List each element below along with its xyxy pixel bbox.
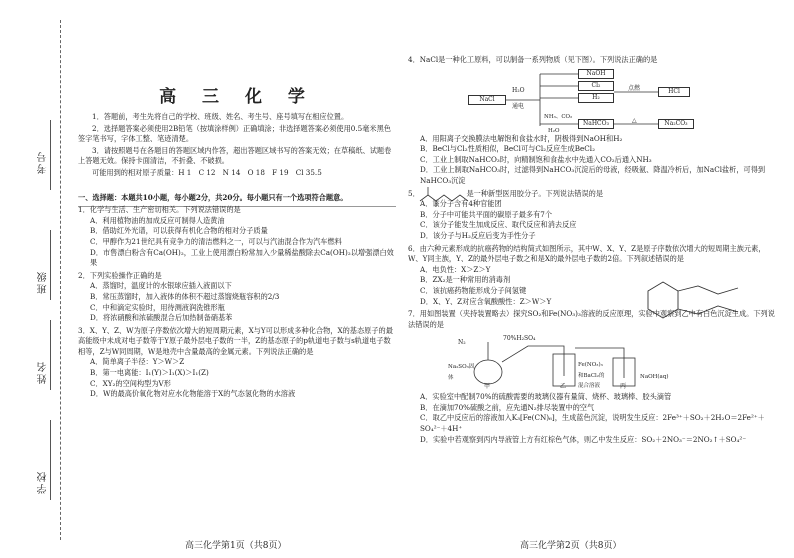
h2o-label-2: H₂O [548, 127, 560, 134]
left-column [78, 112, 396, 400]
question-stem: 2．下列实验操作正确的是 [78, 270, 162, 280]
option-c: C．中和滴定实验时，用待测液润洗锥形瓶 [90, 302, 225, 312]
option-d: D．X、Y、Z对应含氧酸酸性：Z＞W＞Y [420, 296, 552, 306]
flask-yi: 乙 [560, 383, 567, 391]
option-c: C．工业上制取NaHCO₃时，向精制饱和食盐水中先通入CO₂后通入NH₃ [420, 154, 652, 164]
school-label: 学校 [38, 470, 49, 494]
question-5 [408, 189, 780, 242]
footer-right: 高三化学第2页（共8页） [520, 541, 622, 551]
nacl-box: NaCl [468, 95, 506, 105]
h2-box: H₂ [578, 93, 614, 103]
class-label: 班级 [38, 270, 49, 294]
naoh-label: NaOH(aq) [640, 374, 669, 381]
option-b: B．常压蒸馏时，加入液体的体积不超过蒸馏烧瓶容积的2/3 [90, 291, 280, 301]
question-4 [408, 55, 780, 187]
h2o-label: H₂O [512, 86, 525, 94]
option-a: A．利用植物油的加成反应可制得人造黄油 [90, 215, 225, 225]
option-a: A．蒸馏时，温度计的水银球应插入液面以下 [90, 281, 232, 291]
n2-label: N₂ [458, 339, 466, 347]
ignite-label: 点燃 [628, 84, 641, 92]
note-3: 3．请按照题号在各题目的答题区域内作答，超出答题区域书写的答案无效；在草稿纸、试题卷上答题无效。保持卡面清洁，不折叠、不破损。 [78, 145, 392, 166]
option-a: A．简单离子半径：Y＞W＞Z [90, 357, 185, 367]
instructions [78, 112, 396, 179]
option-a: A．用阳离子交换膜法电解饱和食盐水时，阴极得到NaOH和H₂ [420, 133, 623, 143]
school-line [50, 420, 51, 500]
option-a: A．电负性：X＞Z＞Y [420, 264, 491, 274]
name-line [50, 320, 51, 390]
medical-glue-structure [418, 185, 478, 207]
option-b: B．分子中可能共平面的碳原子最多有7个 [420, 209, 553, 219]
option-b: B．第一电离能：I₁(Y)＞I₁(X)＞I₁(Z) [90, 368, 209, 378]
page-title: 高 三 化 学 [159, 87, 315, 107]
option-d: D．W的最高价氧化物对应水化物能溶于X的气态氢化物的水溶液 [90, 389, 296, 399]
option-c: C．该抗癌药物能形成分子间氢键 [420, 285, 527, 295]
option-d: D．实验中若观察到丙内导液管上方有红棕色气体，则乙中发生反应：SO₂＋2NO₃⁻＝2NO₂↑＋SO₄²⁻ [420, 434, 747, 444]
option-d: D．该分子与H₂反应后变为手性分子 [420, 230, 536, 240]
na2so3-label: Na₂SO₃固体 [448, 364, 475, 381]
right-column [408, 55, 780, 445]
option-c: C．甲醇作为21世纪具有竞争力的清洁燃料之一，可以与汽油混合作为汽车燃料 [90, 236, 342, 246]
question-stem: 1．化学与生活、生产密切相关。下列说法错误的是 [78, 205, 241, 215]
hcl-box: HCl [658, 87, 690, 97]
binding-margin [0, 0, 70, 558]
option-c: C．XY₂的空间构型为V形 [90, 378, 171, 388]
exam-no-label: 考号 [38, 150, 49, 174]
na2co3-box: Na₂CO₃ [658, 119, 694, 129]
question-stem: 7．用如图装置（夹持装置略去）探究SO₂和Fe(NO₃)₃溶液的反应原理，实验中观察到乙中有白色沉淀生成。下列说法错误的是 [408, 309, 775, 329]
naoh-box: NaOH [578, 69, 614, 79]
note-1: 1．答题前，考生先将自己的学校、班级、姓名、考生号、座号填写在相应位置。 [92, 112, 349, 121]
anticancer-drug-structure [638, 270, 768, 332]
question-stem: 5． 是一种新型医用胶分子。下列说法错误的是 [408, 188, 604, 198]
option-a: A．该分子含有4种官能团 [420, 199, 502, 209]
footer-left: 高三化学第1页（共8页） [185, 541, 287, 551]
flask-bing: 丙 [620, 383, 627, 391]
option-d: D．工业上制取NaHCO₃时，过滤得到NaHCO₃沉淀后的母液，经吸氨、降温冷析后，加NaCl盐析，可得到NaHCO₃沉淀 [420, 165, 766, 185]
heat-label: △ [632, 116, 637, 124]
name-label: 姓名 [38, 360, 49, 384]
option-b: B．在滴加70%硫酸之前，应先通N₂排尽装置中的空气 [420, 402, 595, 412]
nahco3-box: NaHCO₃ [578, 119, 614, 129]
option-b: B．ZX₂是一种常用的消毒剂 [420, 275, 511, 285]
question-stem: 3．X、Y、Z、W为原子序数依次增大的短周期元素，X与Y可以形成多种化合物，X的基态原子的最高能级中未成对电子数等于Y原子最外层电子数的一半，Z的基态原子的p轨道电子数与s轨道电子数相等，Z与W同周期，W是地壳中含量最高的金属元素。下列说法正确的是 [78, 325, 393, 356]
option-b: B．BeCl与Cl₂性质相似，BeCl可与Cl₂反应生成BeCl₂ [420, 144, 595, 154]
option-d: D．市售漂白粉含有Ca(OH)₂，工业上使用漂白粉常加入少量稀盐酸除去Ca(OH)₂以增强漂白效果 [90, 247, 394, 268]
option-c: C．该分子能发生加成反应、取代反应和消去反应 [420, 220, 577, 230]
question-6 [408, 244, 780, 308]
option-a: A．实验室中配制70%的硫酸需要的玻璃仪器有量筒、烧杯、玻璃棒、胶头滴管 [420, 392, 672, 402]
atomic-masses: 可能用到的相对原子质量：H 1 C 12 N 14 O 18 F 19 Cl 35.5 [92, 167, 322, 177]
mix-solution-label: Fe(NO₃)₃和BaCl₂的混合溶液 [578, 362, 605, 390]
option-b: B．借助红外光谱，可以获得有机化合物的相对分子质量 [90, 226, 268, 236]
note-2: 2．选择题答案必须使用2B铅笔（按填涂样例）正确填涂；非选择题答案必须使用0.5毫米黑色签字笔书写，字体工整、笔迹清楚。 [78, 123, 391, 144]
question-stem: 6．由六种元素形成的抗癌药物的结构简式如图所示，其中W、X、Y、Z是原子序数依次增大的短周期主族元素，W、Y同主族，Y、Z的最外层电子数之和是X的最外层电子数的2倍。下列叙述错误的是 [408, 243, 766, 264]
nh3-co2-label: NH₃、CO₂ [544, 113, 573, 120]
question-3 [78, 326, 396, 400]
exam-no-line [50, 120, 51, 190]
elec-label: 通电 [512, 102, 525, 110]
flask-jia: 甲 [484, 383, 491, 391]
class-line [50, 230, 51, 300]
cut-line [60, 20, 61, 540]
apparatus-figure [408, 332, 780, 390]
question-stem: 4．NaCl是一种化工原料，可以制备一系列物质（见下图）。下列说法正确的是 [408, 55, 658, 64]
question-2 [78, 271, 396, 324]
section-heading: 一、选择题：本题共10小题，每小题2分，共20分。每小题只有一个选项符合题意。 [78, 192, 348, 202]
option-c: C．取乙中反应后的溶液加入K₃[Fe(CN)₆]，生成蓝色沉淀，说明发生反应：2Fe³⁺＋SO₂＋2H₂O＝2Fe²⁺＋SO₄²⁻＋4H⁺ [420, 413, 765, 434]
nacl-flow-diagram [468, 68, 718, 132]
question-1 [78, 205, 396, 269]
option-d: D．将浓硝酸和浓硫酸混合后加热制备硝基苯 [90, 313, 233, 323]
acid-label: 70%H₂SO₄ [503, 335, 536, 343]
cl2-box: Cl₂ [578, 81, 614, 91]
